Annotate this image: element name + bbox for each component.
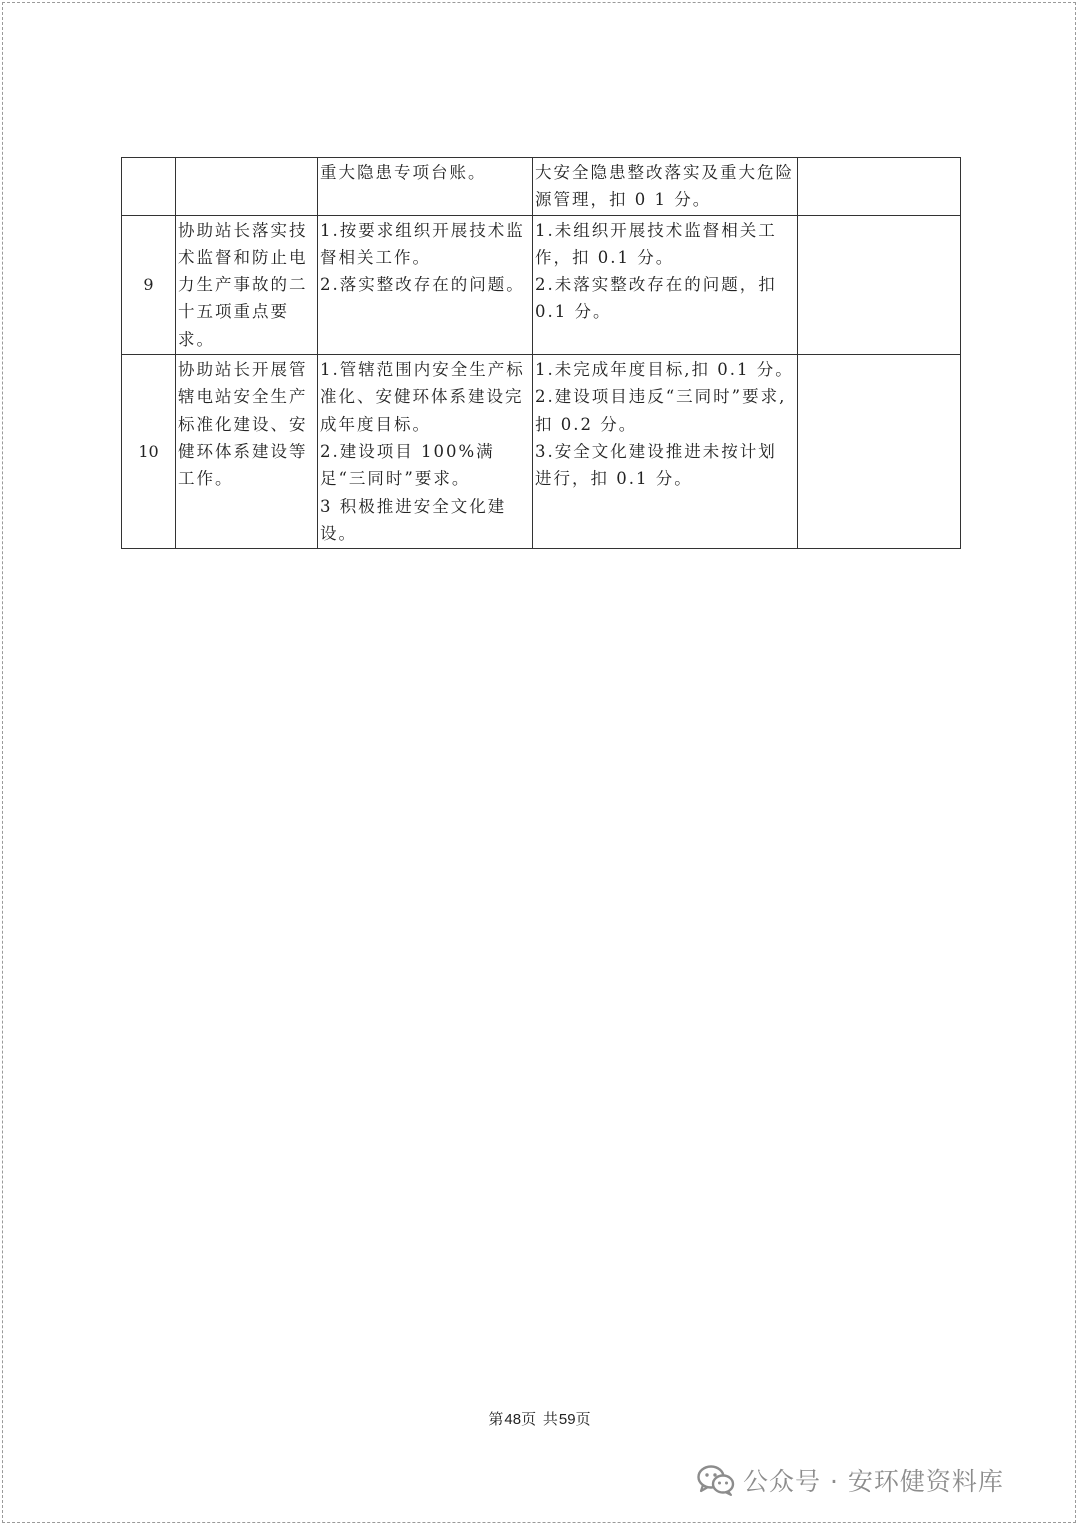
standard-cell: 1.管辖范围内安全生产标准化、安健环体系建设完成年度目标。 2.建设项目 100%满足“三同时”要求。 3 积极推进安全文化建设。 — [318, 355, 533, 549]
duty-cell: 协助站长落实技术监督和防止电力生产事故的二十五项重点要求。 — [176, 215, 318, 354]
footer-prefix: 第 — [488, 1410, 505, 1428]
assessment-table — [121, 157, 961, 549]
table-row — [122, 355, 961, 549]
scoring-cell: 大安全隐患整改落实及重大危险源管理，扣 0 1 分。 — [533, 158, 798, 216]
scoring-cell: 1.未完成年度目标,扣 0.1 分。 2.建设项目违反“三同时”要求,扣 0.2 分。 3.安全文化建设推进未按计划进行，扣 0.1 分。 — [533, 355, 798, 549]
page-footer — [0, 1408, 1080, 1429]
standard-cell: 1.按要求组织开展技术监督相关工作。 2.落实整改存在的问题。 — [318, 215, 533, 354]
watermark-text: 公众号 · 安环健资料库 — [743, 1467, 1004, 1496]
footer-middle: 页 共 — [521, 1410, 559, 1428]
footer-suffix: 页 — [575, 1410, 592, 1428]
row-number: 10 — [122, 355, 176, 549]
duty-cell — [176, 158, 318, 216]
row-number: 9 — [122, 215, 176, 354]
remark-cell — [798, 158, 961, 216]
watermark — [697, 1462, 1004, 1498]
current-page-number: 48 — [504, 1411, 522, 1428]
table-row — [122, 215, 961, 354]
row-number — [122, 158, 176, 216]
scoring-cell: 1.未组织开展技术监督相关工作，扣 0.1 分。 2.未落实整改存在的问题，扣 0.1 分。 — [533, 215, 798, 354]
remark-cell — [798, 215, 961, 354]
total-page-number: 59 — [558, 1411, 576, 1428]
duty-cell: 协助站长开展管辖电站安全生产标准化建设、安健环体系建设等工作。 — [176, 355, 318, 549]
wechat-icon — [697, 1464, 735, 1496]
remark-cell — [798, 355, 961, 549]
standard-cell: 重大隐患专项台账。 — [318, 158, 533, 216]
table-row — [122, 158, 961, 216]
